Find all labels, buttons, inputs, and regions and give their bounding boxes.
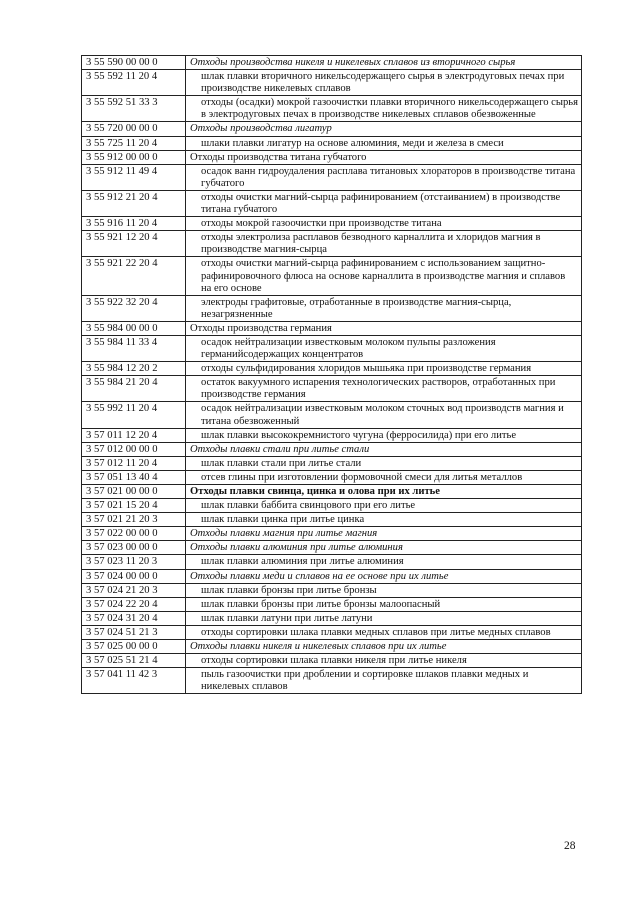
- waste-catalog-table: [81, 55, 582, 694]
- waste-name-cell: осадок нейтрализации известковым молоком пульпы разложения германийсодержащих концентратов: [186, 335, 582, 361]
- waste-group-heading: Отходы плавки магния при литье магния: [186, 527, 582, 541]
- waste-code-cell: 3 55 720 00 00 0: [82, 122, 186, 136]
- table-row: [82, 654, 582, 668]
- table-row: [82, 470, 582, 484]
- page-number: 28: [564, 840, 576, 852]
- waste-code-cell: 3 57 025 51 21 4: [82, 654, 186, 668]
- waste-name-cell: отходы очистки магний-сырца рафинированием (отстаиванием) в производстве титана губчатого: [186, 190, 582, 216]
- table-row: [82, 335, 582, 361]
- waste-group-heading: Отходы производства титана губчатого: [186, 150, 582, 164]
- table-row: [82, 217, 582, 231]
- waste-code-cell: 3 57 023 00 00 0: [82, 541, 186, 555]
- waste-code-cell: 3 57 011 12 20 4: [82, 428, 186, 442]
- waste-name-cell: отсев глины при изготовлении формовочной смеси для литья металлов: [186, 470, 582, 484]
- waste-name-cell: шлак плавки баббита свинцового при его литье: [186, 499, 582, 513]
- table-row: [82, 611, 582, 625]
- waste-group-heading: Отходы плавки никеля и никелевых сплавов при их литье: [186, 640, 582, 654]
- waste-name-cell: осадок нейтрализации известковым молоком сточных вод производств магния и титана обезвоженный: [186, 402, 582, 428]
- table-row: [82, 231, 582, 257]
- table-row: [82, 321, 582, 335]
- table-row: [82, 362, 582, 376]
- table-row: [82, 295, 582, 321]
- table-row: [82, 485, 582, 499]
- table-row: [82, 456, 582, 470]
- waste-name-cell: осадок ванн гидроудаления расплава титановых хлораторов в производстве титана губчатого: [186, 164, 582, 190]
- table-row: [82, 150, 582, 164]
- waste-code-cell: 3 57 023 11 20 3: [82, 555, 186, 569]
- waste-code-cell: 3 57 024 22 20 4: [82, 597, 186, 611]
- waste-code-cell: 3 55 912 11 49 4: [82, 164, 186, 190]
- waste-group-heading: Отходы производства лигатур: [186, 122, 582, 136]
- waste-code-cell: 3 55 916 11 20 4: [82, 217, 186, 231]
- waste-code-cell: 3 57 041 11 42 3: [82, 668, 186, 694]
- waste-code-cell: 3 57 012 11 20 4: [82, 456, 186, 470]
- waste-code-cell: 3 55 592 51 33 3: [82, 96, 186, 122]
- catalog-body: [82, 56, 582, 694]
- table-row: [82, 442, 582, 456]
- table-row: [82, 96, 582, 122]
- waste-code-cell: 3 55 984 00 00 0: [82, 321, 186, 335]
- waste-code-cell: 3 57 012 00 00 0: [82, 442, 186, 456]
- waste-name-cell: шлак плавки алюминия при литье алюминия: [186, 555, 582, 569]
- table-row: [82, 190, 582, 216]
- table-row: [82, 499, 582, 513]
- waste-code-cell: 3 57 024 00 00 0: [82, 569, 186, 583]
- waste-name-cell: отходы сортировки шлака плавки медных сплавов при литье медных сплавов: [186, 625, 582, 639]
- table-row: [82, 164, 582, 190]
- waste-code-cell: 3 55 912 00 00 0: [82, 150, 186, 164]
- waste-name-cell: отходы электролиза расплавов безводного карналлита и хлоридов магния в производстве магния-сырца: [186, 231, 582, 257]
- table-row: [82, 122, 582, 136]
- table-row: [82, 555, 582, 569]
- waste-code-cell: 3 55 725 11 20 4: [82, 136, 186, 150]
- waste-name-cell: шлак плавки бронзы при литье бронзы: [186, 583, 582, 597]
- waste-code-cell: 3 57 025 00 00 0: [82, 640, 186, 654]
- waste-name-cell: шлак плавки стали при литье стали: [186, 456, 582, 470]
- waste-name-cell: шлак плавки цинка при литье цинка: [186, 513, 582, 527]
- waste-group-heading: Отходы производства германия: [186, 321, 582, 335]
- table-row: [82, 640, 582, 654]
- table-row: [82, 257, 582, 295]
- waste-group-heading: Отходы производства никеля и никелевых сплавов из вторичного сырья: [186, 56, 582, 70]
- waste-code-cell: 3 57 024 31 20 4: [82, 611, 186, 625]
- table-row: [82, 597, 582, 611]
- waste-code-cell: 3 57 021 15 20 4: [82, 499, 186, 513]
- waste-code-cell: 3 55 984 12 20 2: [82, 362, 186, 376]
- waste-name-cell: отходы мокрой газоочистки при производстве титана: [186, 217, 582, 231]
- waste-name-cell: отходы очистки магний-сырца рафинированием с использованием защитно-рафинировочного флюса на основе карналлита в производстве магния и сплавов на его основе: [186, 257, 582, 295]
- waste-code-cell: 3 57 021 21 20 3: [82, 513, 186, 527]
- table-row: [82, 668, 582, 694]
- waste-name-cell: шлаки плавки лигатур на основе алюминия, меди и железа в смеси: [186, 136, 582, 150]
- waste-code-cell: 3 55 922 32 20 4: [82, 295, 186, 321]
- waste-code-cell: 3 55 921 12 20 4: [82, 231, 186, 257]
- waste-name-cell: отходы (осадки) мокрой газоочистки плавки вторичного никельсодержащего сырья в электродуговых печах в производстве никелевых сплавов обезвоженные: [186, 96, 582, 122]
- waste-name-cell: шлак плавки вторичного никельсодержащего сырья в электродуговых печах при производстве никелевых сплавов: [186, 70, 582, 96]
- waste-code-cell: 3 55 912 21 20 4: [82, 190, 186, 216]
- waste-name-cell: электроды графитовые, отработанные в производстве магния-сырца, незагрязненные: [186, 295, 582, 321]
- waste-code-cell: 3 57 024 51 21 3: [82, 625, 186, 639]
- table-row: [82, 513, 582, 527]
- table-row: [82, 527, 582, 541]
- waste-code-cell: 3 55 921 22 20 4: [82, 257, 186, 295]
- table-row: [82, 376, 582, 402]
- waste-code-cell: 3 57 021 00 00 0: [82, 485, 186, 499]
- waste-group-heading: Отходы плавки свинца, цинка и олова при их литье: [186, 485, 582, 499]
- table-row: [82, 402, 582, 428]
- waste-name-cell: шлак плавки латуни при литье латуни: [186, 611, 582, 625]
- table-row: [82, 541, 582, 555]
- waste-group-heading: Отходы плавки алюминия при литье алюминия: [186, 541, 582, 555]
- waste-code-cell: 3 55 592 11 20 4: [82, 70, 186, 96]
- waste-code-cell: 3 57 051 13 40 4: [82, 470, 186, 484]
- waste-name-cell: шлак плавки бронзы при литье бронзы малоопасный: [186, 597, 582, 611]
- waste-code-cell: 3 55 984 11 33 4: [82, 335, 186, 361]
- waste-code-cell: 3 55 590 00 00 0: [82, 56, 186, 70]
- waste-code-cell: 3 55 984 21 20 4: [82, 376, 186, 402]
- table-row: [82, 625, 582, 639]
- table-row: [82, 569, 582, 583]
- table-row: [82, 70, 582, 96]
- table-row: [82, 56, 582, 70]
- waste-group-heading: Отходы плавки меди и сплавов на ее основе при их литье: [186, 569, 582, 583]
- waste-name-cell: пыль газоочистки при дроблении и сортировке шлаков плавки медных и никелевых сплавов: [186, 668, 582, 694]
- table-row: [82, 428, 582, 442]
- table-row: [82, 583, 582, 597]
- waste-group-heading: Отходы плавки стали при литье стали: [186, 442, 582, 456]
- waste-code-cell: 3 55 992 11 20 4: [82, 402, 186, 428]
- waste-code-cell: 3 57 024 21 20 3: [82, 583, 186, 597]
- waste-name-cell: отходы сульфидирования хлоридов мышьяка при производстве германия: [186, 362, 582, 376]
- waste-name-cell: остаток вакуумного испарения технологических растворов, отработанных при производстве германия: [186, 376, 582, 402]
- table-row: [82, 136, 582, 150]
- waste-code-cell: 3 57 022 00 00 0: [82, 527, 186, 541]
- waste-name-cell: шлак плавки высококремнистого чугуна (ферросилида) при его литье: [186, 428, 582, 442]
- waste-name-cell: отходы сортировки шлака плавки никеля при литье никеля: [186, 654, 582, 668]
